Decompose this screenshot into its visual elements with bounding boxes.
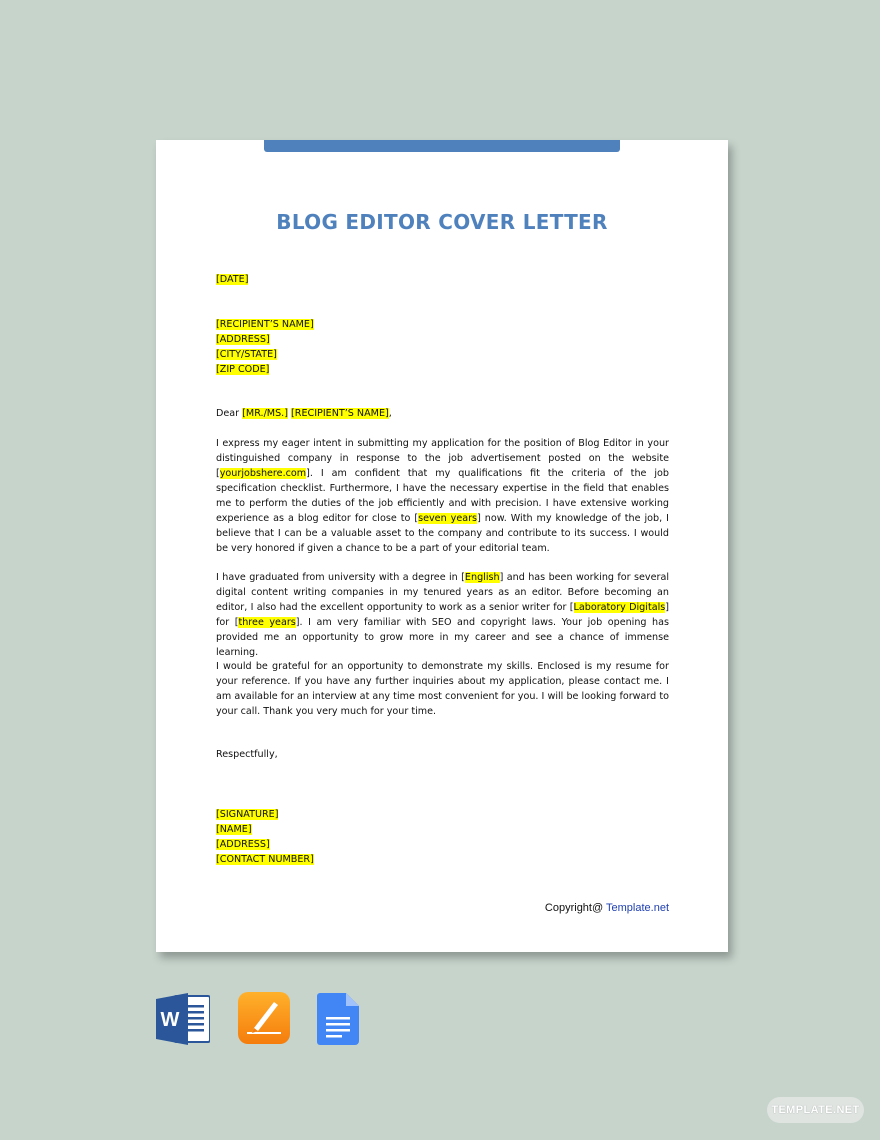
signature-placeholder: [SIGNATURE] [216, 809, 279, 820]
google-docs-icon[interactable] [317, 993, 359, 1045]
paragraph-1-text: ]. I am confident that my qualifications fit the criteria of the job specification checklist. Furthermore, I have the necessary expertise in the field that enables me to perform the duties of the job efficiently and with precision. I have extensive working experience as a blog editor for close to [ [216, 468, 669, 524]
pages-icon[interactable] [238, 992, 290, 1044]
sender-address-placeholder: [ADDRESS] [216, 839, 270, 850]
copyright-prefix: Copyright@ [544, 902, 607, 914]
signature-block [216, 807, 669, 867]
copyright-link[interactable]: Template.net [606, 902, 669, 914]
paragraph-3 [216, 659, 669, 719]
template-net-badge[interactable]: TEMPLATE.NET [767, 1097, 864, 1123]
contact-number-placeholder: [CONTACT NUMBER] [216, 854, 314, 865]
paragraph-3-text: I would be grateful for an opportunity to demonstrate my skills. Enclosed is my resume for your reference. If you have any further inquiries about my application, please contact me. I am available for an interview at any time most convenient for you. I will be looking forward to your call. Thank you very much for your time. [216, 661, 669, 717]
letter-page [156, 140, 728, 952]
company-placeholder: Laboratory Digitals [573, 602, 666, 613]
closing [216, 747, 669, 762]
word-letter: W [160, 1009, 180, 1031]
recipient-city-placeholder: [CITY/STATE] [216, 349, 277, 360]
paragraph-1-text: ] now. With my knowledge of the job, I believe that I can be a valuable asset to the company and contribute to its success. I would be very honored if given a chance to be a part of your editorial team. [216, 513, 669, 554]
duration-placeholder: three years [238, 617, 296, 628]
paragraph-2 [216, 570, 669, 660]
letter-title: BLOG EDITOR COVER LETTER [276, 210, 608, 234]
paragraph-2-text: ]. I am very familiar with SEO and copyright laws. Your job opening has provided me an opportunity to grow more in my career and see a chance of immense learning. [216, 617, 670, 658]
website-placeholder: yourjobshere.com [219, 468, 307, 479]
copyright-notice [545, 902, 669, 914]
paragraph-2-text: ] for [ [216, 602, 669, 628]
degree-placeholder: English [464, 572, 500, 583]
salutation-title-placeholder: [MR./MS.] [242, 408, 288, 419]
date-placeholder: [DATE] [216, 274, 249, 285]
paragraph-1-text: I express my eager intent in submitting my application for the position of Blog Editor in your distinguished company in response to the job advertisement posted on the website [ [216, 438, 669, 479]
recipient-address-placeholder: [ADDRESS] [216, 334, 270, 345]
salutation [216, 406, 669, 421]
paragraph-2-text: ] and has been working for several digital content writing companies in my tenured years as an editor. Before becoming an editor, I also had the excellent opportunity to work as a senior writer for [ [216, 572, 669, 613]
word-icon[interactable] [156, 993, 210, 1045]
years-experience-placeholder: seven years [418, 513, 478, 524]
paragraph-2-text: I have graduated from university with a degree in [ [216, 572, 465, 583]
date-block [216, 272, 669, 287]
sender-name-placeholder: [NAME] [216, 824, 252, 835]
salutation-suffix: , [388, 408, 392, 419]
recipient-zip-placeholder: [ZIP CODE] [216, 364, 270, 375]
salutation-prefix: Dear [216, 408, 243, 419]
salutation-name-placeholder: [RECIPIENT’S NAME] [291, 408, 389, 419]
closing-text: Respectfully, [216, 749, 278, 760]
paragraph-1 [216, 436, 669, 556]
recipient-name-placeholder: [RECIPIENT’S NAME] [216, 319, 314, 330]
header-accent-bar [264, 140, 620, 152]
recipient-block [216, 317, 669, 377]
